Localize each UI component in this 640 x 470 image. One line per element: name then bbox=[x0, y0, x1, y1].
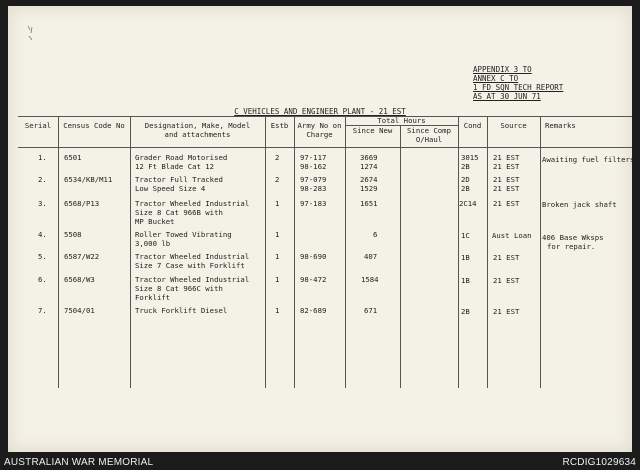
column-divider bbox=[458, 116, 459, 388]
row-6-estb: 1 bbox=[275, 275, 280, 284]
header-designation: Designation, Make, Model bbox=[144, 121, 251, 130]
row-3-census: 6568/P13 bbox=[64, 199, 100, 208]
row-6-census: 6568/W3 bbox=[64, 275, 95, 284]
header-since-comp-2: O/Haul bbox=[415, 135, 443, 144]
row-1-estb: 2 bbox=[275, 153, 280, 162]
row-5-designation: Tractor Wheeled Industrial bbox=[135, 252, 250, 261]
row-7-estb: 1 bbox=[275, 306, 280, 315]
row-2-source: 21 EST bbox=[493, 175, 520, 184]
row-4-remarks-2: for repair. bbox=[547, 242, 596, 251]
row-2-census: 6534/KB/M11 bbox=[64, 175, 113, 184]
column-divider bbox=[294, 116, 295, 388]
row-1-army-no-2: 98-162 bbox=[300, 162, 327, 171]
row-2-designation-2: Low Speed Size 4 bbox=[135, 184, 206, 193]
row-6-designation-2: Size 8 Cat 966C with bbox=[135, 284, 223, 293]
row-5-hours: 407 bbox=[364, 252, 378, 261]
row-5-serial: 5. bbox=[38, 252, 47, 261]
row-4-cond: 1C bbox=[461, 231, 470, 240]
row-3-remarks: Broken jack shaft bbox=[542, 200, 617, 209]
row-3-hours: 1651 bbox=[360, 199, 378, 208]
appendix-line-3: 1 FD SQN TECH REPORT bbox=[473, 83, 564, 92]
row-5-source: 21 EST bbox=[493, 253, 520, 262]
row-2-cond-2: 2B bbox=[461, 184, 470, 193]
column-divider bbox=[400, 125, 401, 388]
row-5-census: 6587/W22 bbox=[64, 252, 100, 261]
row-7-army-no: 82-689 bbox=[300, 306, 327, 315]
row-2-designation: Tractor Full Tracked bbox=[135, 175, 223, 184]
row-2-source-2: 21 EST bbox=[493, 184, 520, 193]
header-cond: Cond bbox=[463, 121, 482, 130]
row-1-serial: 1. bbox=[38, 153, 47, 162]
header-total-hours: Total Hours bbox=[377, 116, 426, 125]
row-3-estb: 1 bbox=[275, 199, 280, 208]
row-4-remarks: 406 Base Wksps bbox=[542, 233, 604, 242]
row-1-army-no: 97-117 bbox=[300, 153, 327, 162]
archive-credit: AUSTRALIAN WAR MEMORIAL bbox=[4, 457, 154, 468]
row-4-designation: Roller Towed Vibrating bbox=[135, 230, 232, 239]
table-title: C VEHICLES AND ENGINEER PLANT - 21 EST bbox=[234, 107, 406, 116]
row-7-designation: Truck Forklift Diesel bbox=[135, 306, 228, 315]
row-3-source: 21 EST bbox=[493, 199, 520, 208]
row-3-serial: 3. bbox=[38, 199, 47, 208]
row-7-source: 21 EST bbox=[493, 307, 520, 316]
row-2-army-no: 97-079 bbox=[300, 175, 327, 184]
header-remarks: Remarks bbox=[545, 121, 576, 130]
row-4-hours: 6 bbox=[373, 230, 378, 239]
row-6-designation: Tractor Wheeled Industrial bbox=[135, 275, 250, 284]
header-estb: Estb bbox=[270, 121, 289, 130]
header-since-comp: Since Comp bbox=[407, 126, 451, 135]
vehicles-table bbox=[18, 116, 640, 388]
document-page bbox=[8, 6, 635, 452]
row-2-hours: 2674 bbox=[360, 175, 378, 184]
row-5-army-no: 98-690 bbox=[300, 252, 327, 261]
row-3-designation: Tractor Wheeled Industrial bbox=[135, 199, 250, 208]
row-7-cond: 2B bbox=[461, 307, 470, 316]
row-1-census: 6501 bbox=[64, 153, 82, 162]
header-source: Source bbox=[500, 121, 527, 130]
row-7-census: 7504/01 bbox=[64, 306, 95, 315]
appendix-reference bbox=[473, 65, 563, 101]
row-2-serial: 2. bbox=[38, 175, 47, 184]
appendix-line-2: ANNEX C TO bbox=[473, 74, 519, 83]
column-divider bbox=[487, 116, 488, 388]
row-6-designation-3: Forklift bbox=[135, 293, 171, 302]
column-divider bbox=[540, 116, 541, 388]
column-divider bbox=[130, 116, 131, 388]
row-2-hours-2: 1529 bbox=[360, 184, 378, 193]
appendix-line-4: AS AT 30 JUN 71 bbox=[473, 92, 541, 101]
appendix-line-1: APPENDIX 3 TO bbox=[473, 65, 532, 74]
row-6-army-no: 98-472 bbox=[300, 275, 327, 284]
row-3-cond: 2C14 bbox=[459, 199, 477, 208]
row-4-estb: 1 bbox=[275, 230, 280, 239]
row-2-army-no-2: 98-283 bbox=[300, 184, 327, 193]
column-divider bbox=[58, 116, 59, 388]
row-1-designation-2: 12 Ft Blade Cat 12 bbox=[135, 162, 215, 171]
header-designation-2: and attachments bbox=[164, 130, 231, 139]
row-1-cond: 3015 bbox=[461, 153, 479, 162]
row-1-hours: 3669 bbox=[360, 153, 378, 162]
row-1-cond-2: 2B bbox=[461, 162, 470, 171]
row-4-census: 5508 bbox=[64, 230, 82, 239]
row-6-serial: 6. bbox=[38, 275, 47, 284]
row-6-cond: 1B bbox=[461, 276, 470, 285]
row-7-hours: 671 bbox=[364, 306, 378, 315]
archive-id: RCDIG1029634 bbox=[562, 457, 636, 468]
header-army-no-2: Charge bbox=[306, 130, 333, 139]
header-census-code: Census Code No bbox=[63, 121, 125, 130]
row-6-hours: 1584 bbox=[361, 275, 379, 284]
row-6-source: 21 EST bbox=[493, 276, 520, 285]
header-since-new: Since New bbox=[352, 126, 393, 135]
row-1-designation: Grader Road Motorised bbox=[135, 153, 228, 162]
column-divider bbox=[345, 116, 346, 388]
row-1-source: 21 EST bbox=[493, 153, 520, 162]
column-divider bbox=[265, 116, 266, 388]
row-4-serial: 4. bbox=[38, 230, 47, 239]
header-serial: Serial bbox=[24, 121, 52, 130]
row-5-estb: 1 bbox=[275, 252, 280, 261]
row-4-designation-2: 3,000 lb bbox=[135, 239, 171, 248]
handwritten-mark bbox=[26, 24, 38, 44]
row-1-hours-2: 1274 bbox=[360, 162, 378, 171]
row-3-army-no: 97-183 bbox=[300, 199, 327, 208]
row-2-cond: 2D bbox=[461, 175, 470, 184]
row-5-cond: 1B bbox=[461, 253, 470, 262]
row-1-source-2: 21 EST bbox=[493, 162, 520, 171]
row-7-serial: 7. bbox=[38, 306, 47, 315]
row-3-designation-3: MP Bucket bbox=[135, 217, 175, 226]
row-2-estb: 2 bbox=[275, 175, 280, 184]
row-1-remarks: Awaiting fuel filters bbox=[542, 155, 635, 164]
row-3-designation-2: Size 8 Cat 966B with bbox=[135, 208, 223, 217]
row-4-source: Aust Loan bbox=[492, 231, 532, 240]
header-army-no: Army No on bbox=[297, 121, 342, 130]
row-5-designation-2: Size 7 Case with Forklift bbox=[135, 261, 245, 270]
